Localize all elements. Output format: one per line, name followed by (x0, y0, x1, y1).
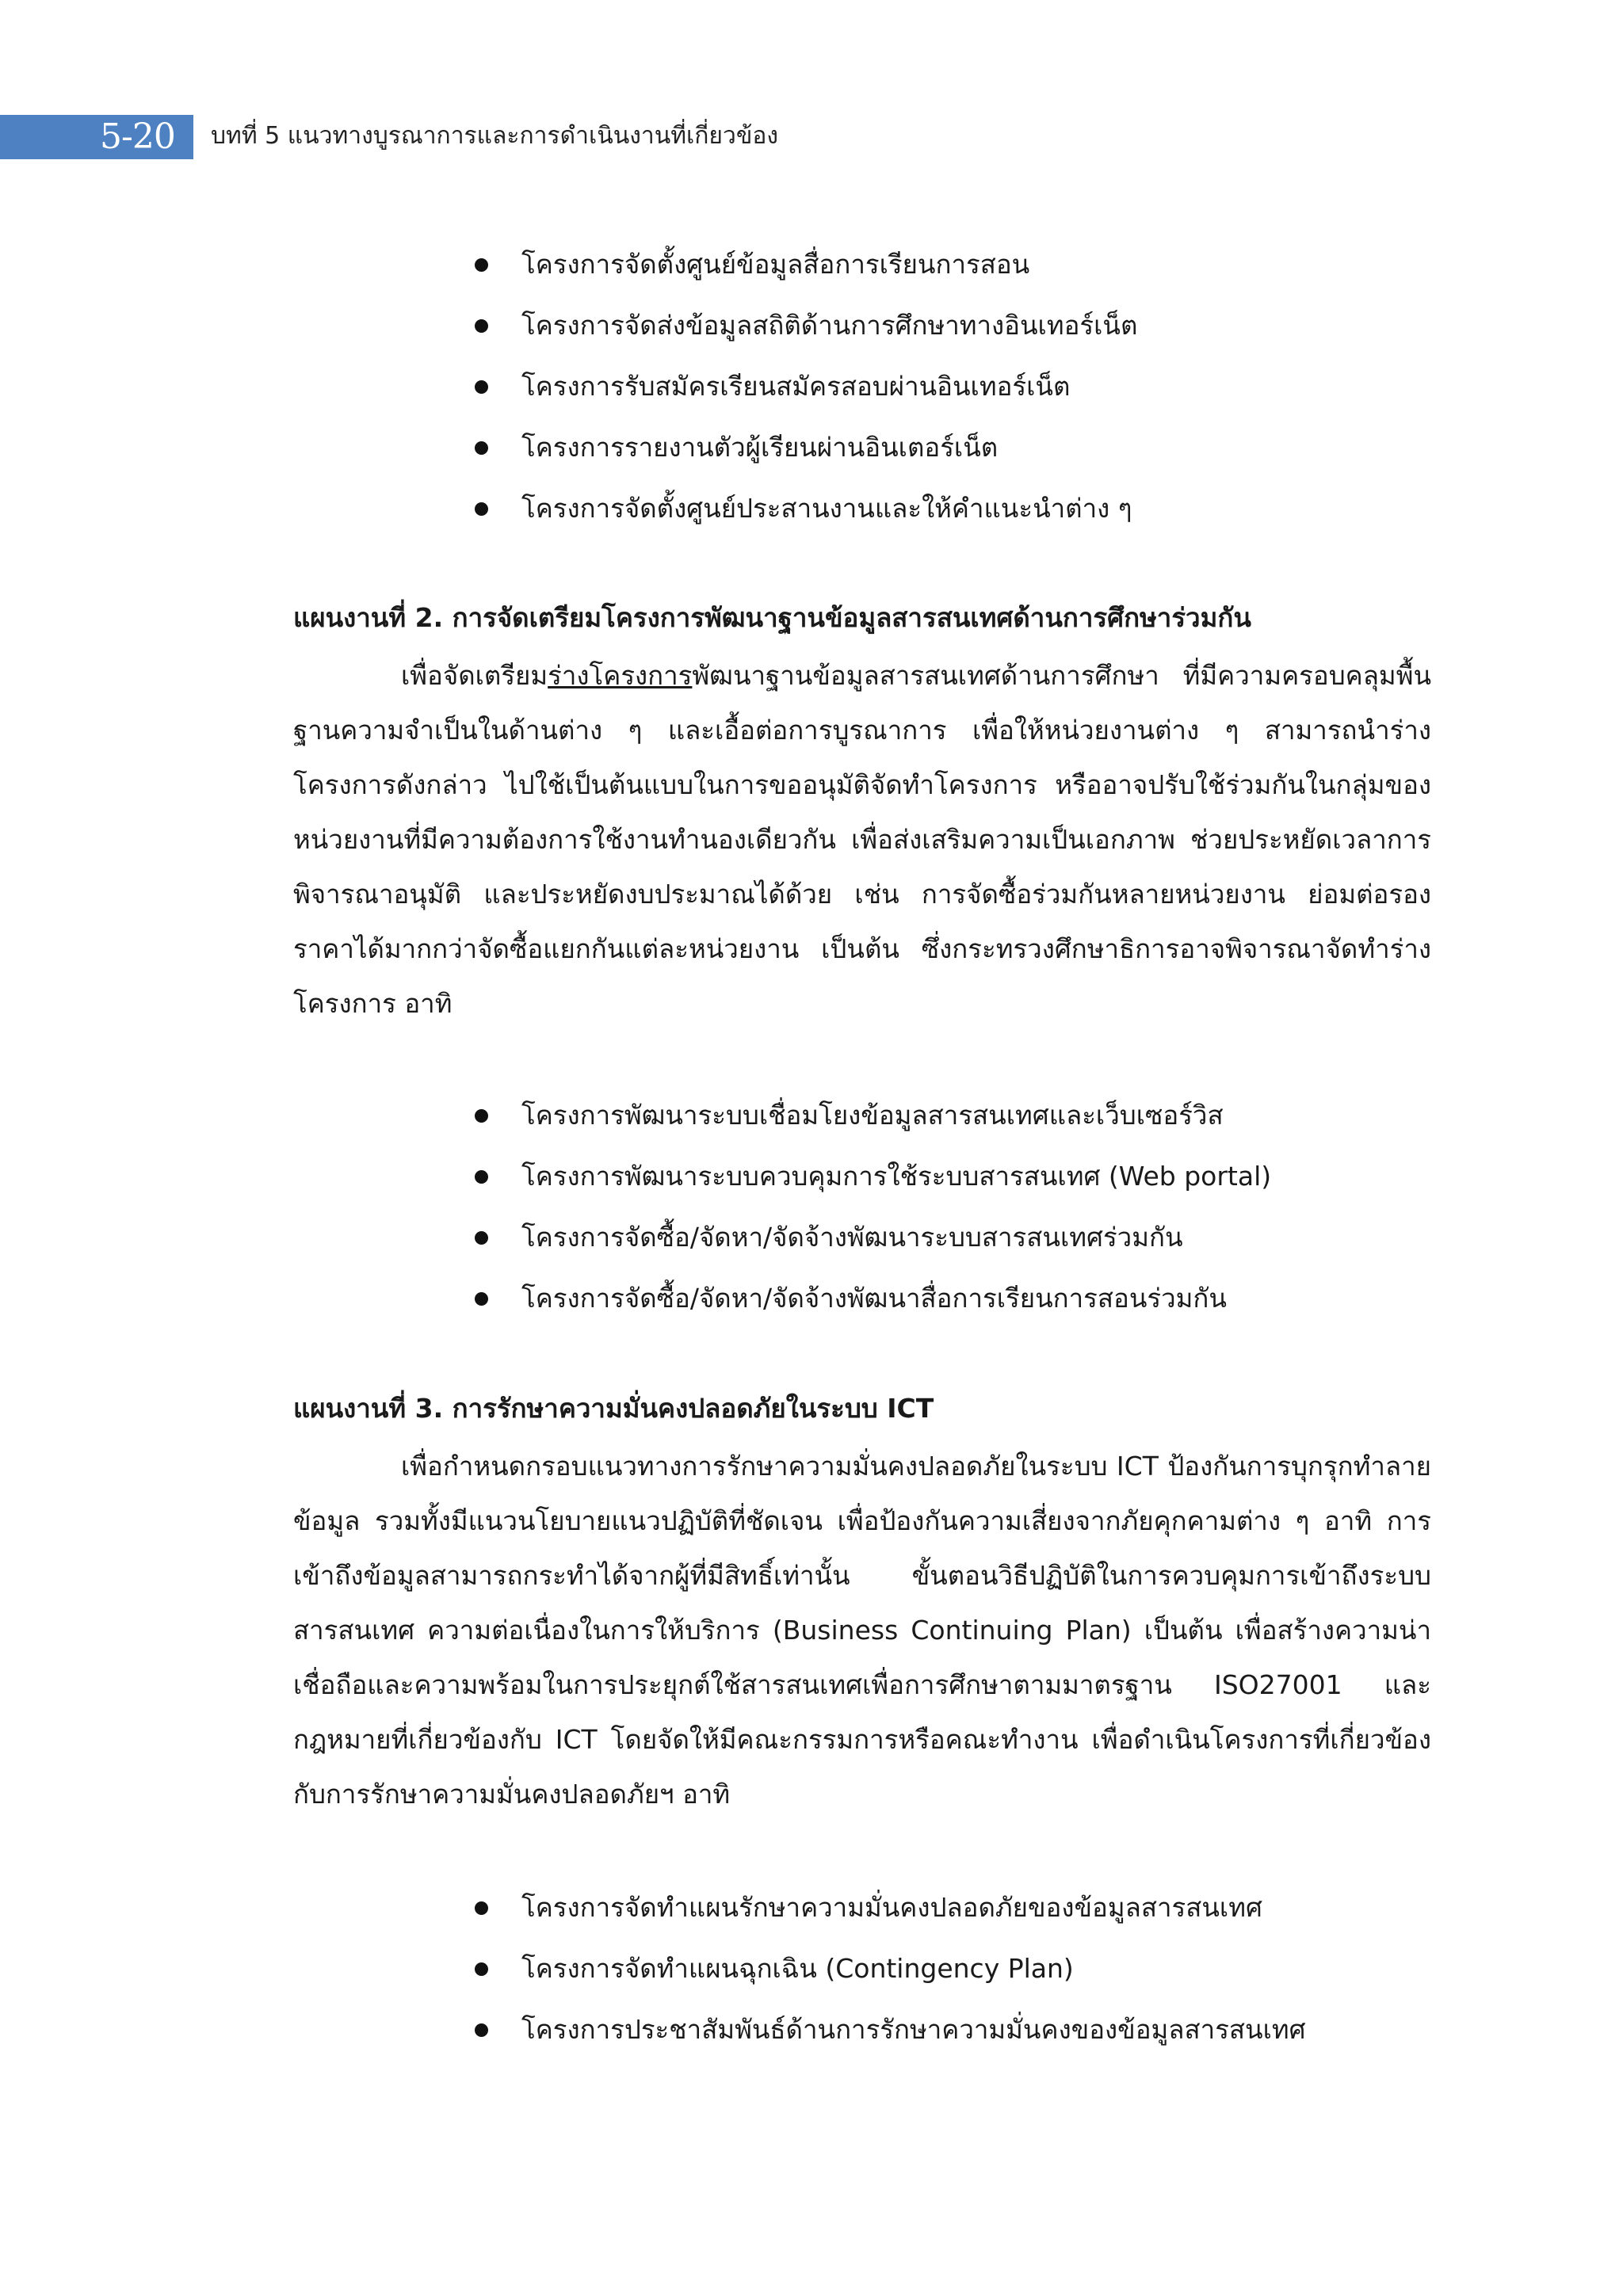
page-number: 5-20 (100, 116, 175, 157)
section-heading-3: แผนงานที่ 3. การรักษาความมั่นคงปลอดภัยในระบบ ICT (293, 1393, 934, 1424)
bullet-icon (475, 319, 488, 333)
list-item-text: โครงการจัดทำแผนรักษาความมั่นคงปลอดภัยของข้อมูลสารสนเทศ (521, 1892, 1262, 1923)
bullet-icon (475, 1170, 488, 1184)
section-3-paragraph (293, 1439, 1431, 1821)
list-item (472, 1892, 1306, 1953)
bullet-icon (475, 1962, 488, 1976)
bullet-icon (475, 502, 488, 516)
list-item-text: โครงการจัดซื้อ/จัดหา/จัดจ้างพัฒนาสื่อการเรียนการสอนร่วมกัน (521, 1283, 1227, 1314)
bullet-icon (475, 1231, 488, 1245)
list-item (472, 432, 1137, 493)
paragraph-text: เพื่อจัดเตรียม (401, 660, 548, 691)
list-item (472, 249, 1137, 310)
underlined-term: ร่างโครงการ (548, 660, 693, 691)
section-2-paragraph (293, 648, 1431, 1031)
bullet-icon (475, 1109, 488, 1123)
project-list-3 (472, 1892, 1306, 2075)
list-item (472, 1953, 1306, 2014)
list-item (472, 493, 1137, 554)
bullet-icon (475, 258, 488, 272)
list-item-text: โครงการพัฒนาระบบควบคุมการใช้ระบบสารสนเทศ (Web portal) (521, 1161, 1272, 1192)
list-item (472, 2014, 1306, 2075)
list-item-text: โครงการรายงานตัวผู้เรียนผ่านอินเตอร์เน็ต (521, 432, 999, 463)
list-item-text: โครงการจัดทำแผนฉุกเฉิน (Contingency Plan) (521, 1953, 1074, 1984)
bullet-icon (475, 441, 488, 455)
chapter-title: บทที่ 5 แนวทางบูรณาการและการดำเนินงานที่เกี่ยวข้อง (211, 122, 779, 150)
paragraph-text: พัฒนาฐานข้อมูลสารสนเทศด้านการศึกษา ที่มีความครอบคลุมพื้นฐานความจำเป็นในด้านต่าง ๆ และเอื้อต่อการบูรณาการ เพื่อให้หน่วยงานต่าง ๆ สามารถนำร่างโครงการดังกล่าว ไปใช้เป็นต้นแบบในการขออนุมัติจัดทำโครงการ หรืออาจปรับใช้ร่วมกันในกลุ่มของหน่วยงานที่มีความต้องการใช้งานทำนองเดียวกัน เพื่อส่งเสริมความเป็นเอกภาพ ช่วยประหยัดเวลาการพิจารณาอนุมัติ และประหยัดงบประมาณได้ด้วย เช่น การจัดซื้อร่วมกันหลายหน่วยงาน ย่อมต่อรองราคาได้มากกว่าจัดซื้อแยกกันแต่ละหน่วยงาน เป็นต้น ซึ่งกระทรวงศึกษาธิการอาจพิจารณาจัดทำร่างโครงการ อาทิ (293, 660, 1431, 1019)
project-list-1 (472, 249, 1137, 554)
list-item-text: โครงการประชาสัมพันธ์ด้านการรักษาความมั่นคงของข้อมูลสารสนเทศ (521, 2014, 1306, 2045)
list-item (472, 1283, 1271, 1344)
list-item (472, 1222, 1271, 1283)
list-item-text: โครงการพัฒนาระบบเชื่อมโยงข้อมูลสารสนเทศและเว็บเซอร์วิส (521, 1100, 1224, 1131)
list-item-text: โครงการรับสมัครเรียนสมัครสอบผ่านอินเทอร์เน็ต (521, 371, 1071, 402)
bullet-icon (475, 380, 488, 394)
bullet-icon (475, 1901, 488, 1915)
paragraph-text: เพื่อกำหนดกรอบแนวทางการรักษาความมั่นคงปลอดภัยในระบบ ICT ป้องกันการบุกรุกทำลายข้อมูล รวมทั้งมีแนวนโยบายแนวปฏิบัติที่ชัดเจน เพื่อป้องกันความเสี่ยงจากภัยคุกคามต่าง ๆ อาทิ การเข้าถึงข้อมูลสามารถกระทำได้จากผู้ที่มีสิทธิ์เท่านั้น ขั้นตอนวิธีปฏิบัติในการควบคุมการเข้าถึงระบบสารสนเทศ ความต่อเนื่องในการให้บริการ (Business Continuing Plan) เป็นต้น เพื่อสร้างความน่าเชื่อถือและความพร้อมในการประยุกต์ใช้สารสนเทศเพื่อการศึกษาตามมาตรฐาน ISO27001 และกฎหมายที่เกี่ยวข้องกับ ICT โดยจัดให้มีคณะกรรมการหรือคณะทำงาน เพื่อดำเนินโครงการที่เกี่ยวข้องกับการรักษาความมั่นคงปลอดภัยฯ อาทิ (293, 1451, 1431, 1810)
list-item-text: โครงการจัดตั้งศูนย์ประสานงานและให้คำแนะนำต่าง ๆ (521, 493, 1132, 524)
list-item (472, 371, 1137, 432)
list-item-text: โครงการจัดตั้งศูนย์ข้อมูลสื่อการเรียนการสอน (521, 249, 1030, 280)
list-item (472, 1100, 1271, 1161)
list-item (472, 310, 1137, 371)
list-item-text: โครงการจัดซื้อ/จัดหา/จัดจ้างพัฒนาระบบสารสนเทศร่วมกัน (521, 1222, 1183, 1253)
bullet-icon (475, 2023, 488, 2037)
bullet-icon (475, 1292, 488, 1306)
list-item-text: โครงการจัดส่งข้อมูลสถิติด้านการศึกษาทางอินเทอร์เน็ต (521, 310, 1138, 341)
section-heading-2: แผนงานที่ 2. การจัดเตรียมโครงการพัฒนาฐานข้อมูลสารสนเทศด้านการศึกษาร่วมกัน (293, 602, 1251, 633)
project-list-2 (472, 1100, 1271, 1344)
list-item (472, 1161, 1271, 1222)
